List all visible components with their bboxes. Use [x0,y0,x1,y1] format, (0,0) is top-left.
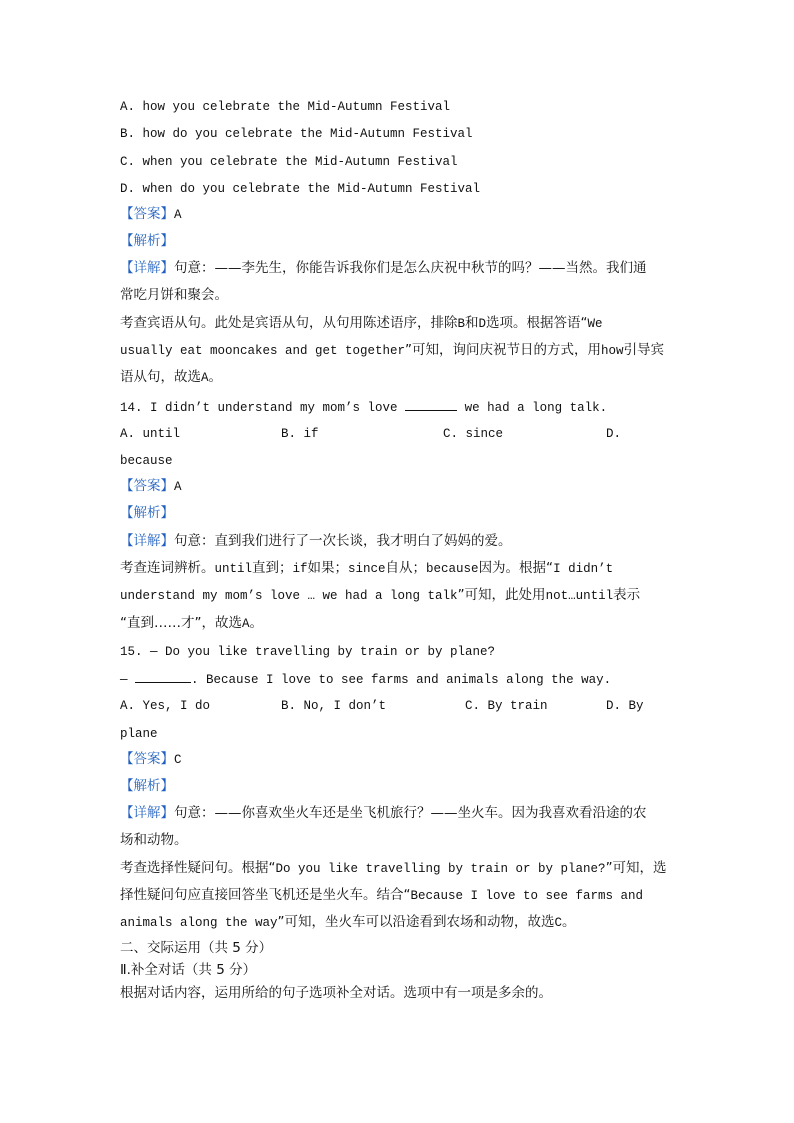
text: 和 [465,315,479,331]
q15-option-d: D. By [606,699,644,713]
text: 考查选择性疑问句。根据“ [120,860,276,876]
text: because [426,562,479,576]
text: A [242,617,250,631]
q13-answer [120,204,182,225]
q15-detail-line2: 场和动物。 [120,832,188,848]
text: 引导宾 [623,342,665,358]
text: how [601,344,624,358]
text: 择性疑问句应直接回答坐飞机还是坐火车。结合“ [120,887,411,903]
q15-analysis [120,776,174,796]
text: 考查连词辨析。 [120,560,215,576]
q15-explain-line1 [120,858,667,879]
stem-text: — [120,673,128,687]
answer-tag: 【答案】 [120,206,174,222]
section-heading: 二、交际运用（共 5 分） [120,940,273,956]
text: since [348,562,386,576]
q14-stem [120,397,607,418]
q13-detail-line1 [120,258,647,278]
answer-blank [135,669,191,683]
section-subheading: Ⅱ.补全对话（共 5 分） [120,962,257,978]
text: 语从句，故选 [120,369,201,385]
text: Because I love to see farms and [410,889,644,903]
q15-explain-line3 [120,912,576,933]
text: if [292,562,308,576]
text: 表示 [613,587,641,603]
text: usually eat mooncakes and get together [120,344,406,358]
answer-value: A [174,480,182,494]
text: understand my mom’s love … we had a long talk [120,589,458,603]
answer-value: C [174,753,182,767]
q13-option-d: D. when do you celebrate the Mid-Autumn Festival [120,182,481,196]
text: B [457,317,466,331]
answer-value: A [174,208,182,222]
text: 如果； [307,560,349,576]
analysis-tag: 【解析】 [120,233,174,249]
text: I didn’t [553,562,614,576]
q13-option-a: A. how you celebrate the Mid-Autumn Festival [120,100,451,114]
text: A [201,371,209,385]
detail-text: 句意：——你喜欢坐火车还是坐飞机旅行？——坐火车。因为我喜欢看沿途的农 [174,805,647,821]
text: ”可知，询问庆祝节日的方式，用 [405,342,602,358]
detail-tag: 【详解】 [120,260,174,276]
stem-text: we had a long talk. [464,401,608,415]
text: 选项。根据答语“ [486,315,588,331]
q14-detail-line1 [120,531,512,551]
text: D [478,317,487,331]
detail-text: 句意：直到我们进行了一次长谈，我才明白了妈妈的爱。 [174,533,512,549]
q15-stem-line2 [120,669,611,690]
text: animals along the way [120,916,278,930]
q14-analysis [120,503,174,523]
q13-explain-line2 [120,340,664,361]
q15-option-b: B. No, I don’t [281,699,387,713]
detail-tag: 【详解】 [120,805,174,821]
q13-detail-line2: 常吃月饼和聚会。 [120,287,228,303]
q14-option-d: D. [606,427,622,441]
q15-option-d-cont: plane [120,727,158,741]
q14-explain-line2 [120,585,640,606]
text: ”可知，此处用 [457,587,546,603]
q15-option-c: C. By train [465,699,548,713]
q15-stem-line1: 15. — Do you like travelling by train or by plane? [120,645,496,659]
answer-blank [405,397,457,411]
text: “直到……才”，故选 [120,615,242,631]
analysis-tag: 【解析】 [120,778,174,794]
q14-explain-line1 [120,558,613,579]
text: 因为。根据“ [478,560,554,576]
text: 。 [249,615,264,631]
text: 自从； [385,560,427,576]
text: 。 [562,914,576,930]
answer-tag: 【答案】 [120,478,174,494]
q15-detail-line1 [120,803,647,823]
q13-explain-line3 [120,367,222,388]
text: 。 [208,369,223,385]
q15-answer [120,749,182,770]
q13-analysis [120,231,174,251]
text: 直到； [252,560,293,576]
text: ”可知，选 [605,860,667,876]
q14-option-c: C. since [443,427,504,441]
q15-explain-line2 [120,885,643,906]
q14-option-a: A. until [120,427,181,441]
section-instruction: 根据对话内容，运用所给的句子选项补全对话。选项中有一项是多余的。 [120,985,552,1001]
text: 考查宾语从句。此处是宾语从句，从句用陈述语序，排除 [120,315,458,331]
answer-tag: 【答案】 [120,751,174,767]
text: until [214,562,253,576]
q13-option-b: B. how do you celebrate the Mid-Autumn Festival [120,127,473,141]
text: ”可知，坐火车可以沿途看到农场和动物，故选 [277,914,555,930]
q14-option-b: B. if [281,427,319,441]
q14-explain-line3 [120,613,263,634]
q14-answer [120,476,182,497]
detail-text: 句意：——李先生，你能告诉我你们是怎么庆祝中秋节的吗？——当然。我们通 [174,260,647,276]
detail-tag: 【详解】 [120,533,174,549]
q14-option-d-cont: because [120,454,173,468]
q13-explain-line1 [120,313,603,334]
text: Do you like travelling by train or by plane? [275,862,606,876]
analysis-tag: 【解析】 [120,505,174,521]
q14-options [120,424,640,444]
text: not…until [545,589,614,603]
q15-options [120,696,644,716]
text: C [554,916,563,930]
text: We [587,317,603,331]
stem-text: . Because I love to see farms and animals along the way. [191,673,612,687]
q13-option-c: C. when you celebrate the Mid-Autumn Festival [120,155,458,169]
q15-option-a: A. Yes, I do [120,699,211,713]
stem-text: 14. I didn’t understand my mom’s love [120,401,398,415]
